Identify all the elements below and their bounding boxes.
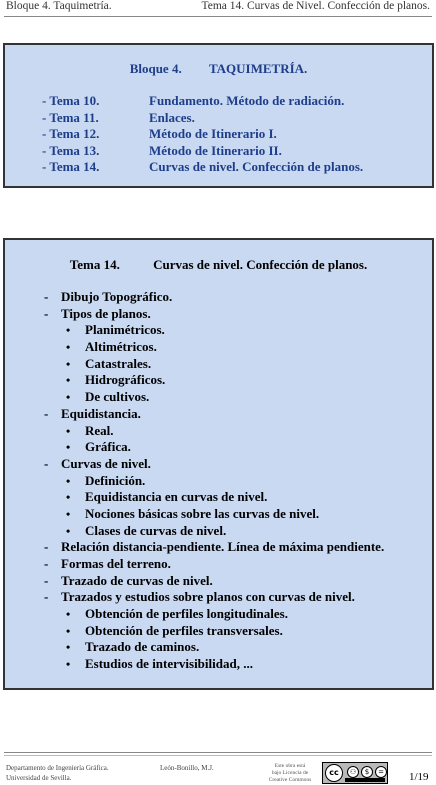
topic-title: Método de Itinerario II.	[149, 142, 282, 158]
outline-item-text: Altimétricos.	[85, 339, 157, 355]
outline-subitem	[41, 656, 384, 673]
bullet-marker: •	[66, 356, 71, 371]
topic-title: Curvas de nivel. Confección de planos.	[149, 159, 364, 174]
outline-subitem	[41, 523, 384, 540]
block-topic-item	[42, 143, 363, 160]
header-divider	[4, 16, 432, 17]
bullet-marker: •	[66, 506, 71, 521]
dash-marker: -	[44, 589, 49, 605]
topic-outline-list	[41, 289, 384, 673]
outline-item-text: Planimétricos.	[85, 322, 165, 338]
outline-item-text: Real.	[85, 422, 114, 438]
outline-item	[41, 306, 384, 323]
block-title-name: TAQUIMETRÍA.	[208, 61, 308, 76]
bullet-marker: •	[66, 423, 71, 438]
outline-subitem	[41, 506, 384, 523]
dash-marker: -	[44, 572, 49, 588]
outline-item-text: Obtención de perfiles longitudinales.	[85, 606, 288, 622]
header-left: Bloque 4. Taquimetría.	[6, 0, 112, 12]
footer-license-text	[262, 763, 318, 784]
outline-item-text: Trazado de curvas de nivel.	[61, 572, 213, 588]
outline-item-text: Nociones básicas sobre las curvas de nivel.	[85, 505, 320, 521]
topic-title: Enlaces.	[149, 109, 195, 125]
topic-title: Fundamento. Método de radiación.	[149, 93, 345, 108]
bullet-marker: •	[66, 340, 71, 355]
block-topic-item	[42, 159, 363, 176]
bullet-marker: •	[66, 640, 71, 655]
attribution-icon: ⚇	[347, 766, 359, 778]
dash-marker: -	[44, 539, 49, 555]
bullet-marker: •	[66, 623, 71, 638]
outline-item-text: Obtención de perfiles transversales.	[85, 622, 283, 638]
topic-number: - Tema 14.	[42, 159, 100, 174]
outline-subitem	[41, 639, 384, 656]
footer-department	[6, 763, 109, 783]
outline-item-text: Estudios de intervisibilidad, ...	[85, 656, 253, 672]
outline-item-text: Gráfica.	[85, 439, 131, 455]
block-title	[5, 61, 432, 77]
creative-commons-badge[interactable]	[322, 762, 388, 784]
outline-subitem	[41, 606, 384, 623]
outline-subitem	[41, 372, 384, 389]
block-topic-item	[42, 93, 363, 110]
block-topic-item	[42, 110, 363, 127]
bullet-marker: •	[66, 440, 71, 455]
license-strip	[345, 778, 385, 782]
bullet-marker: •	[66, 607, 71, 622]
topic-heading-name: Curvas de nivel. Confección de planos.	[153, 257, 368, 272]
outline-subitem	[41, 423, 384, 440]
bullet-marker: •	[66, 523, 71, 538]
dash-marker: -	[44, 455, 49, 471]
bullet-marker: •	[66, 323, 71, 338]
outline-subitem	[41, 623, 384, 640]
topic-title: Método de Itinerario I.	[149, 126, 277, 141]
bullet-marker: •	[66, 373, 71, 388]
outline-item	[41, 556, 384, 573]
dash-marker: -	[44, 556, 49, 571]
topic-title-heading	[5, 257, 432, 273]
outline-item-text: Equidistancia en curvas de nivel.	[85, 489, 268, 505]
bullet-marker: •	[66, 657, 71, 672]
outline-item	[41, 289, 384, 306]
outline-item	[41, 406, 384, 423]
header-right: Tema 14. Curvas de Nivel. Confección de planos.	[201, 0, 430, 12]
block-title-label: Bloque 4.	[129, 61, 182, 76]
block-topic-list	[42, 93, 363, 176]
bullet-marker: •	[66, 473, 71, 488]
outline-item-text: Clases de curvas de nivel.	[85, 522, 227, 538]
outline-item-text: Dibujo Topográfico.	[61, 289, 173, 304]
block-topic-item	[42, 126, 363, 143]
footer-author: León-Bonillo, M.J.	[160, 764, 214, 772]
outline-item	[41, 573, 384, 590]
topic-heading-number: Tema 14.	[69, 257, 120, 272]
footer-dept-line1: Departamento de Ingeniería Gráfica.	[6, 764, 109, 772]
license-line: bajo Licencia de	[271, 770, 309, 776]
bullet-marker: •	[66, 490, 71, 505]
outline-item-text: Curvas de nivel.	[61, 455, 151, 471]
outline-item	[41, 589, 384, 606]
outline-subitem	[41, 439, 384, 456]
cc-logo-icon: cc	[325, 764, 343, 782]
dash-marker: -	[44, 289, 49, 304]
outline-subitem	[41, 356, 384, 373]
footer-dept-line2: Universidad de Sevilla.	[6, 774, 72, 782]
outline-item-text: Trazado de caminos.	[85, 639, 200, 655]
noncommercial-icon: $	[361, 766, 373, 778]
outline-item-text: Tipos de planos.	[61, 305, 151, 321]
topic-number: - Tema 11.	[42, 109, 99, 125]
footer-divider-secondary	[4, 755, 432, 756]
outline-item-text: De cultivos.	[85, 389, 150, 405]
license-line: Este obra está	[274, 763, 306, 769]
footer-divider	[4, 752, 432, 753]
outline-item-text: Hidrográficos.	[85, 372, 166, 388]
topic-outline-box	[3, 238, 434, 690]
outline-item-text: Formas del terreno.	[61, 556, 171, 571]
outline-item	[41, 456, 384, 473]
block-summary-box	[3, 43, 434, 188]
outline-item-text: Catastrales.	[85, 355, 152, 371]
topic-number: - Tema 12.	[42, 126, 100, 141]
license-line: Creative Commons	[268, 777, 312, 783]
outline-subitem	[41, 389, 384, 406]
outline-subitem	[41, 473, 384, 490]
outline-item-text: Relación distancia-pendiente. Línea de máxima pendiente.	[61, 539, 385, 555]
page-number: 1/19	[409, 771, 429, 783]
page-header	[6, 0, 430, 15]
outline-subitem	[41, 322, 384, 339]
outline-item-text: Definición.	[85, 472, 146, 488]
topic-number: - Tema 10.	[42, 93, 100, 108]
outline-subitem	[41, 339, 384, 356]
dash-marker: -	[44, 405, 49, 421]
outline-subitem	[41, 489, 384, 506]
outline-item-text: Trazados y estudios sobre planos con curvas de nivel.	[61, 589, 355, 605]
noderivatives-icon: =	[375, 766, 387, 778]
bullet-marker: •	[66, 390, 71, 405]
outline-item-text: Equidistancia.	[61, 405, 141, 421]
outline-item	[41, 539, 384, 556]
topic-number: - Tema 13.	[42, 142, 100, 158]
dash-marker: -	[44, 305, 49, 321]
